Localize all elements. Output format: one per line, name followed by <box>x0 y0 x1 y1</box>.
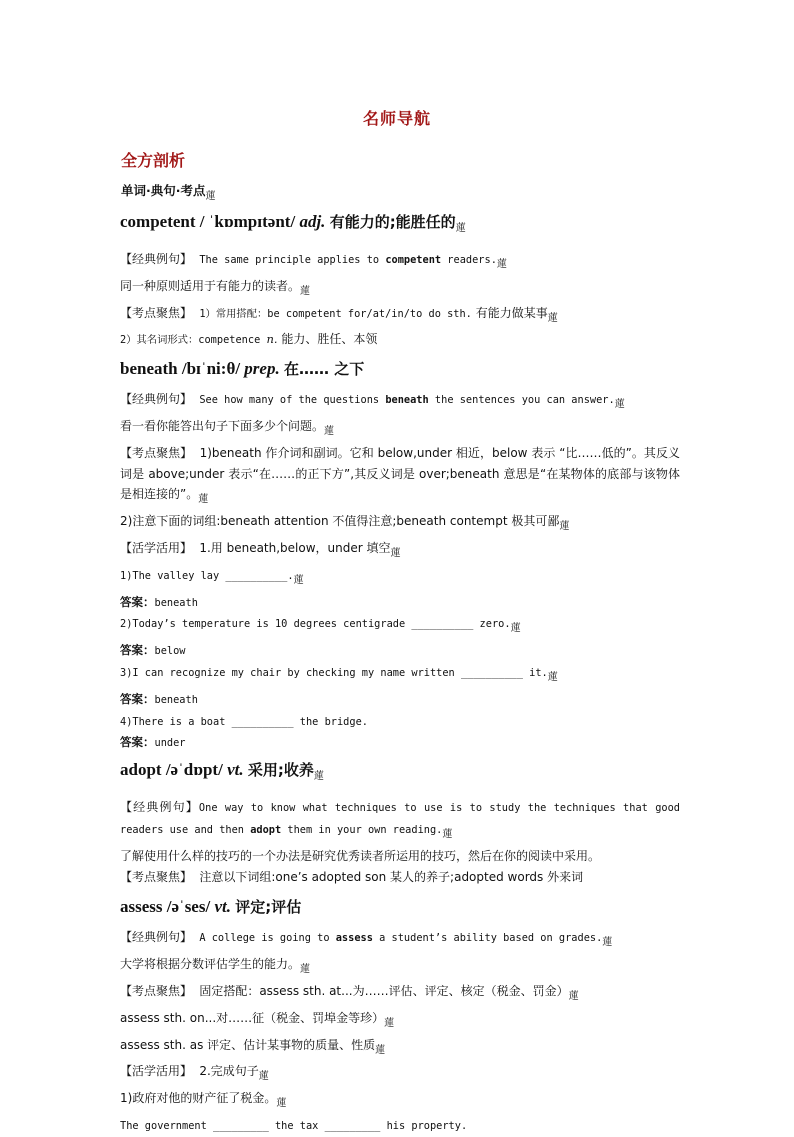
translation-line: 同一种原则适用于有能力的读者。蓮 <box>120 278 311 297</box>
focus-line: 【考点聚焦】 固定搭配：assess sth. at...为……评估、评定、核定（税金、罚金）蓮 <box>120 983 579 1002</box>
example-line: 【经典例句】 The same principle applies to competent readers.蓮 <box>120 252 507 270</box>
answer-line: 答案：under <box>120 735 186 750</box>
example-line: 【经典例句】 See how many of the questions beneath the sentences you can answer.蓮 <box>120 392 625 411</box>
question-line: 1)The valley lay __________.蓮 <box>120 569 304 586</box>
practice-line: 【活学活用】 1.用 beneath,below，under 填空蓮 <box>120 540 401 559</box>
phrase-line: 2)注意下面的词组:beneath attention 不值得注意;beneath contempt 极其可鄙蓮 <box>120 514 570 533</box>
focus-line: assess sth. on...对……征（税金、罚埠金等珍）蓮 <box>120 1010 395 1029</box>
entry-adopt: adopt /əˈdɒpt/ vt. 采用;收养$_蓮$ <box>120 760 324 783</box>
focus-line: 【考点聚焦】 1）常用搭配：be competent for/at/in/to do sth. 有能力做某事蓮 <box>120 305 558 324</box>
page-title: 名师导航 <box>362 109 431 128</box>
question-line: 1)政府对他的财产征了税金。蓮 <box>120 1091 287 1110</box>
translation-line: 大学将根据分数评估学生的能力。蓮 <box>120 957 311 976</box>
entry-competent: competent / ˈkɒmpɪtənt/ adj. 有能力的;能胜任的$_蓮$ <box>120 212 466 234</box>
entry-beneath: beneath /bɪˈni:θ/ prep. 在…… 之下 <box>120 359 365 379</box>
answer-line: 答案：beneath <box>120 594 198 609</box>
entry-assess: assess /əˈses/ vt. 评定;评估 <box>120 897 302 917</box>
example-paragraph: 【经典例句】One way to know what techniques to use is to study the techniques that good readers use and then adopt them in your own reading.蓮 <box>120 800 680 840</box>
subheading: 单词·典句·考点$_蓮$ <box>121 183 216 202</box>
focus-line: 2）其名词形式：competence n. 能力、胜任、本领 <box>120 332 378 347</box>
section-heading: 全方剖析 <box>121 151 186 170</box>
content <box>120 206 680 1137</box>
translation-line: 了解使用什么样的技巧的一个办法是研究优秀读者所运用的技巧，然后在你的阅读中采用。 <box>120 848 601 863</box>
answer-line: 答案：below <box>120 643 186 658</box>
question-line: The government _________ the tax _________ his property. <box>120 1119 468 1132</box>
question-line: 3)I can recognize my chair by checking my name written __________ it.蓮 <box>120 666 558 683</box>
focus-line: 【考点聚焦】 注意以下词组:one’s adopted son 某人的养子;adopted words 外来词 <box>120 869 584 884</box>
question-line: 2)Today’s temperature is 10 degrees centigrade __________ zero.蓮 <box>120 618 521 635</box>
question-line: 4)There is a boat __________ the bridge. <box>120 715 368 728</box>
translation-line: 看一看你能答出句子下面多少个问题。蓮 <box>120 418 335 437</box>
focus-paragraph: 【考点聚焦】 1)beneath 作介词和副词。它和 below,under 相近，below 表示 “比……低的”。其反义词是 above;under 表示“在……的正下方”,其反义词是 over;beneath 意思是“在某物体的底部与该物体是相连接的”。蓮 <box>120 445 680 506</box>
answer-line: 答案：beneath <box>120 691 198 706</box>
example-line: 【经典例句】 A college is going to assess a student’s ability based on grades.蓮 <box>120 930 613 949</box>
practice-line: 【活学活用】 2.完成句子蓮 <box>120 1064 269 1083</box>
focus-line: assess sth. as 评定、估计某事物的质量、性质蓮 <box>120 1037 386 1056</box>
